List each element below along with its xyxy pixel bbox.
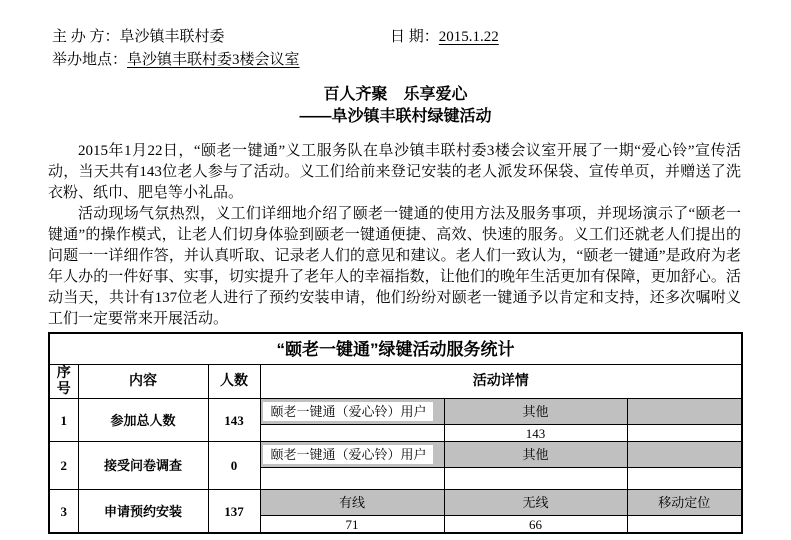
detail-header-cell: 无线 — [444, 490, 627, 516]
date-value: 2015.1.22 — [438, 29, 499, 45]
col-header-content: 内容 — [78, 365, 208, 399]
detail-header-cell: 有线 — [260, 490, 444, 516]
table-row — [49, 490, 742, 516]
col-header-details: 活动详情 — [260, 365, 742, 399]
detail-header-cell — [627, 399, 742, 425]
detail-header-cell — [260, 442, 444, 468]
detail-header-label: 颐老一键通（爱心铃）用户 — [263, 445, 433, 464]
row-count: 143 — [208, 399, 260, 442]
document-titles — [0, 84, 791, 128]
venue-value: 阜沙镇丰联村委3楼会议室 — [127, 52, 300, 68]
venue-line — [52, 49, 741, 72]
detail-value-cell — [627, 516, 742, 534]
row-no: 3 — [49, 490, 78, 534]
col-header-no: 序号 — [49, 365, 78, 399]
organizer-label: 主 办 方： — [52, 29, 120, 45]
doc-title: 百人齐聚 乐享爱心 — [323, 86, 468, 103]
detail-header-cell — [627, 442, 742, 468]
row-no: 1 — [49, 399, 78, 442]
detail-value-cell — [444, 468, 627, 490]
detail-header-cell — [260, 399, 444, 425]
row-no: 2 — [49, 442, 78, 490]
detail-value-cell — [627, 425, 742, 442]
detail-header-label: 颐老一键通（爱心铃）用户 — [263, 402, 433, 421]
col-header-count: 人数 — [208, 365, 260, 399]
detail-value-cell: 66 — [444, 516, 627, 534]
document-meta — [0, 0, 791, 72]
venue-label: 举办地点： — [52, 52, 128, 68]
organizer-value: 阜沙镇丰联村委 — [119, 29, 225, 45]
row-content: 参加总人数 — [78, 399, 208, 442]
document-body — [0, 128, 791, 330]
detail-value-cell — [260, 468, 444, 490]
table-title: “颐老一键通”绿键活动服务统计 — [49, 333, 742, 365]
detail-header-cell: 其他 — [444, 442, 627, 468]
body-paragraph: 2015年1月22日，“颐老一键通”义工服务队在阜沙镇丰联村委3楼会议室开展了一期“爱心铃”宣传活动，当天共有143位老人参与了活动。义工们给前来登记安装的老人派发环保袋、宣传单页，并赠送了洗衣粉、纸巾、肥皂等小礼品。 — [48, 143, 741, 201]
date-label: 日 期： — [390, 29, 439, 45]
row-content: 接受问卷调查 — [78, 442, 208, 490]
detail-value-cell — [627, 468, 742, 490]
detail-header-cell: 其他 — [444, 399, 627, 425]
detail-header-cell: 移动定位 — [627, 490, 742, 516]
row-content: 申请预约安装 — [78, 490, 208, 534]
body-paragraph: 活动现场气氛热烈，义工们详细地介绍了颐老一键通的使用方法及服务事项，并现场演示了“颐老一键通”的操作模式，让老人们切身体验到颐老一键通便捷、高效、快速的服务。义工们还就老人们提出的问题一一详细作答，并认真听取、记录老人们的意见和建议。老人们一致认为，“颐老一键通”是政府为老年人办的一件好事、实事，切实提升了老年人的幸福指数，让他们的晚年生活更加有保障，更加舒心。活动当天，共计有137位老人进行了预约安装申请，他们纷纷对颐老一键通予以肯定和支持，还多次嘱咐义工们一定要常来开展活动。 — [48, 206, 741, 327]
doc-subtitle: ——阜沙镇丰联村绿键活动 — [299, 108, 492, 125]
detail-value-cell: 71 — [260, 516, 444, 534]
organizer-line — [52, 26, 741, 49]
detail-value-cell: 143 — [444, 425, 627, 442]
table-row — [49, 399, 742, 425]
table-row — [49, 442, 742, 468]
row-count: 137 — [208, 490, 260, 534]
row-count: 0 — [208, 442, 260, 490]
stats-table — [48, 332, 743, 534]
detail-value-cell — [260, 425, 444, 442]
date-line — [390, 26, 499, 49]
